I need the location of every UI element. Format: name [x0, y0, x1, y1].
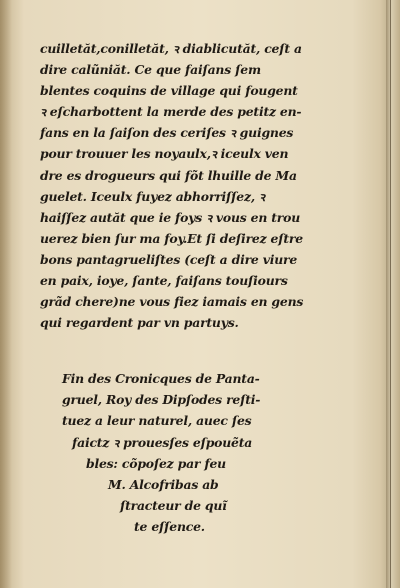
- colophon-line: M. Alcofribas ab: [108, 477, 219, 493]
- body-line: guelet. Iceulx fuyez abhorriſſez, ꝛ: [40, 188, 265, 204]
- body-text: [40, 38, 358, 333]
- body-line: haiſſez autăt que ie foys ꝛ vous en trou: [40, 209, 301, 225]
- body-line: grãd chere)ne vous fiez iamais en gens: [40, 294, 304, 310]
- body-line: dre es drogueurs qui fõt lhuille de Ma: [40, 167, 297, 183]
- colophon-line: gruel, Roy des Dipſodes reſti-: [62, 392, 261, 408]
- page-gutter-shadow: [0, 0, 12, 588]
- body-line: blentes coquins de village qui fougent: [40, 83, 298, 99]
- body-line: dire calũniăt. Ce que faiſans ſem: [40, 62, 261, 78]
- colophon-line: ſtracteur de quĩ: [120, 498, 227, 514]
- body-line: cuilletăt,conilletăt, ꝛ diablicutăt, ceſt a: [40, 41, 302, 56]
- body-line: pour trouuer les noyaulx,ꝛ iceulx ven: [40, 146, 289, 162]
- colophon-line: tuez a leur naturel, auec ſes: [62, 413, 252, 429]
- body-line: bons pantagrueliſtes (ceſt a dire viure: [40, 251, 298, 267]
- body-line: qui regardent par vn partuys.: [40, 315, 239, 331]
- colophon-line: bles: cõpoſez par feu: [86, 455, 226, 471]
- colophon-line: Fin des Cronicques de Panta-: [62, 371, 260, 386]
- body-line: en paix, ioye, ſante, faiſans touſiours: [40, 273, 288, 289]
- colophon-line: faictz ꝛ prouesſes eſpouẽta: [72, 434, 253, 450]
- body-line: fans en la ſaiſon des ceriſes ꝛ guignes: [40, 125, 294, 141]
- colophon-line: te eſſence.: [134, 519, 205, 535]
- page-edge: [386, 0, 400, 588]
- body-line: uerez bien ſur ma foy.Et ſi deſirez eſtre: [40, 230, 303, 246]
- colophon: [62, 368, 322, 538]
- body-line: ꝛ eſcharbottent la merde des petitz en-: [40, 104, 302, 120]
